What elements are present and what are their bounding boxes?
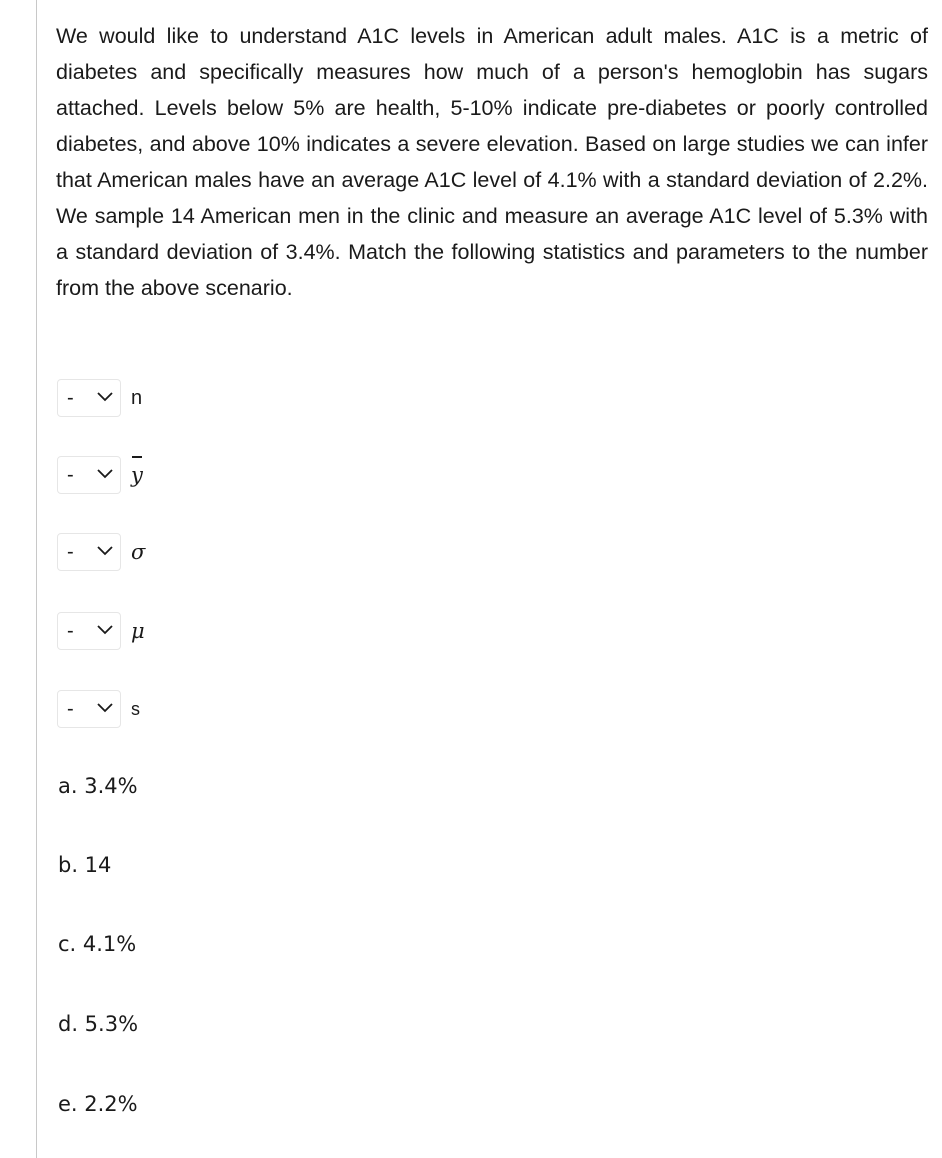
match-row-ybar — [57, 455, 143, 495]
match-select-mu[interactable] — [57, 612, 121, 650]
symbol-n: n — [131, 386, 143, 409]
match-row-s — [57, 689, 140, 729]
option-e: e. 2.2% — [58, 1092, 138, 1116]
match-select-s[interactable] — [57, 690, 121, 728]
symbol-y-bar: y — [131, 463, 143, 487]
option-b: b. 14 — [58, 853, 112, 877]
select-value: - — [67, 619, 74, 642]
option-c: c. 4.1% — [58, 932, 137, 956]
chevron-down-icon — [96, 623, 114, 635]
select-value: - — [67, 697, 74, 720]
match-row-mu — [57, 611, 145, 651]
symbol-sigma: σ — [131, 540, 146, 564]
match-row-sigma — [57, 532, 145, 572]
match-select-sigma[interactable] — [57, 533, 121, 571]
symbol-mu: μ — [131, 619, 145, 643]
select-value: - — [67, 386, 74, 409]
chevron-down-icon — [96, 390, 114, 402]
chevron-down-icon — [96, 544, 114, 556]
left-border — [36, 0, 37, 1158]
option-a: a. 3.4% — [58, 774, 138, 798]
chevron-down-icon — [96, 701, 114, 713]
match-select-ybar[interactable] — [57, 456, 121, 494]
select-value: - — [67, 540, 74, 563]
match-row-n — [57, 378, 142, 418]
symbol-s: s — [131, 698, 140, 719]
select-value: - — [67, 463, 74, 486]
option-d: d. 5.3% — [58, 1012, 139, 1036]
match-select-n[interactable] — [57, 379, 121, 417]
question-text: We would like to understand A1C levels in American adult males. A1C is a metric of diabetes and specifically measures how much of a person's hemoglobin has sugars attached. Levels below 5% are health, 5-10% indicate pre-diabetes or poorly controlled diabetes, and above 10% indicates a severe elevation. Based on large studies we can infer that American males have an average A1C level of 4.1% with a standard deviation of 2.2%. We sample 14 American men in the clinic and measure an average A1C level of 5.3% with a standard deviation of 3.4%. Match the following statistics and parameters to the number from the above scenario. — [56, 24, 928, 300]
chevron-down-icon — [96, 467, 114, 479]
